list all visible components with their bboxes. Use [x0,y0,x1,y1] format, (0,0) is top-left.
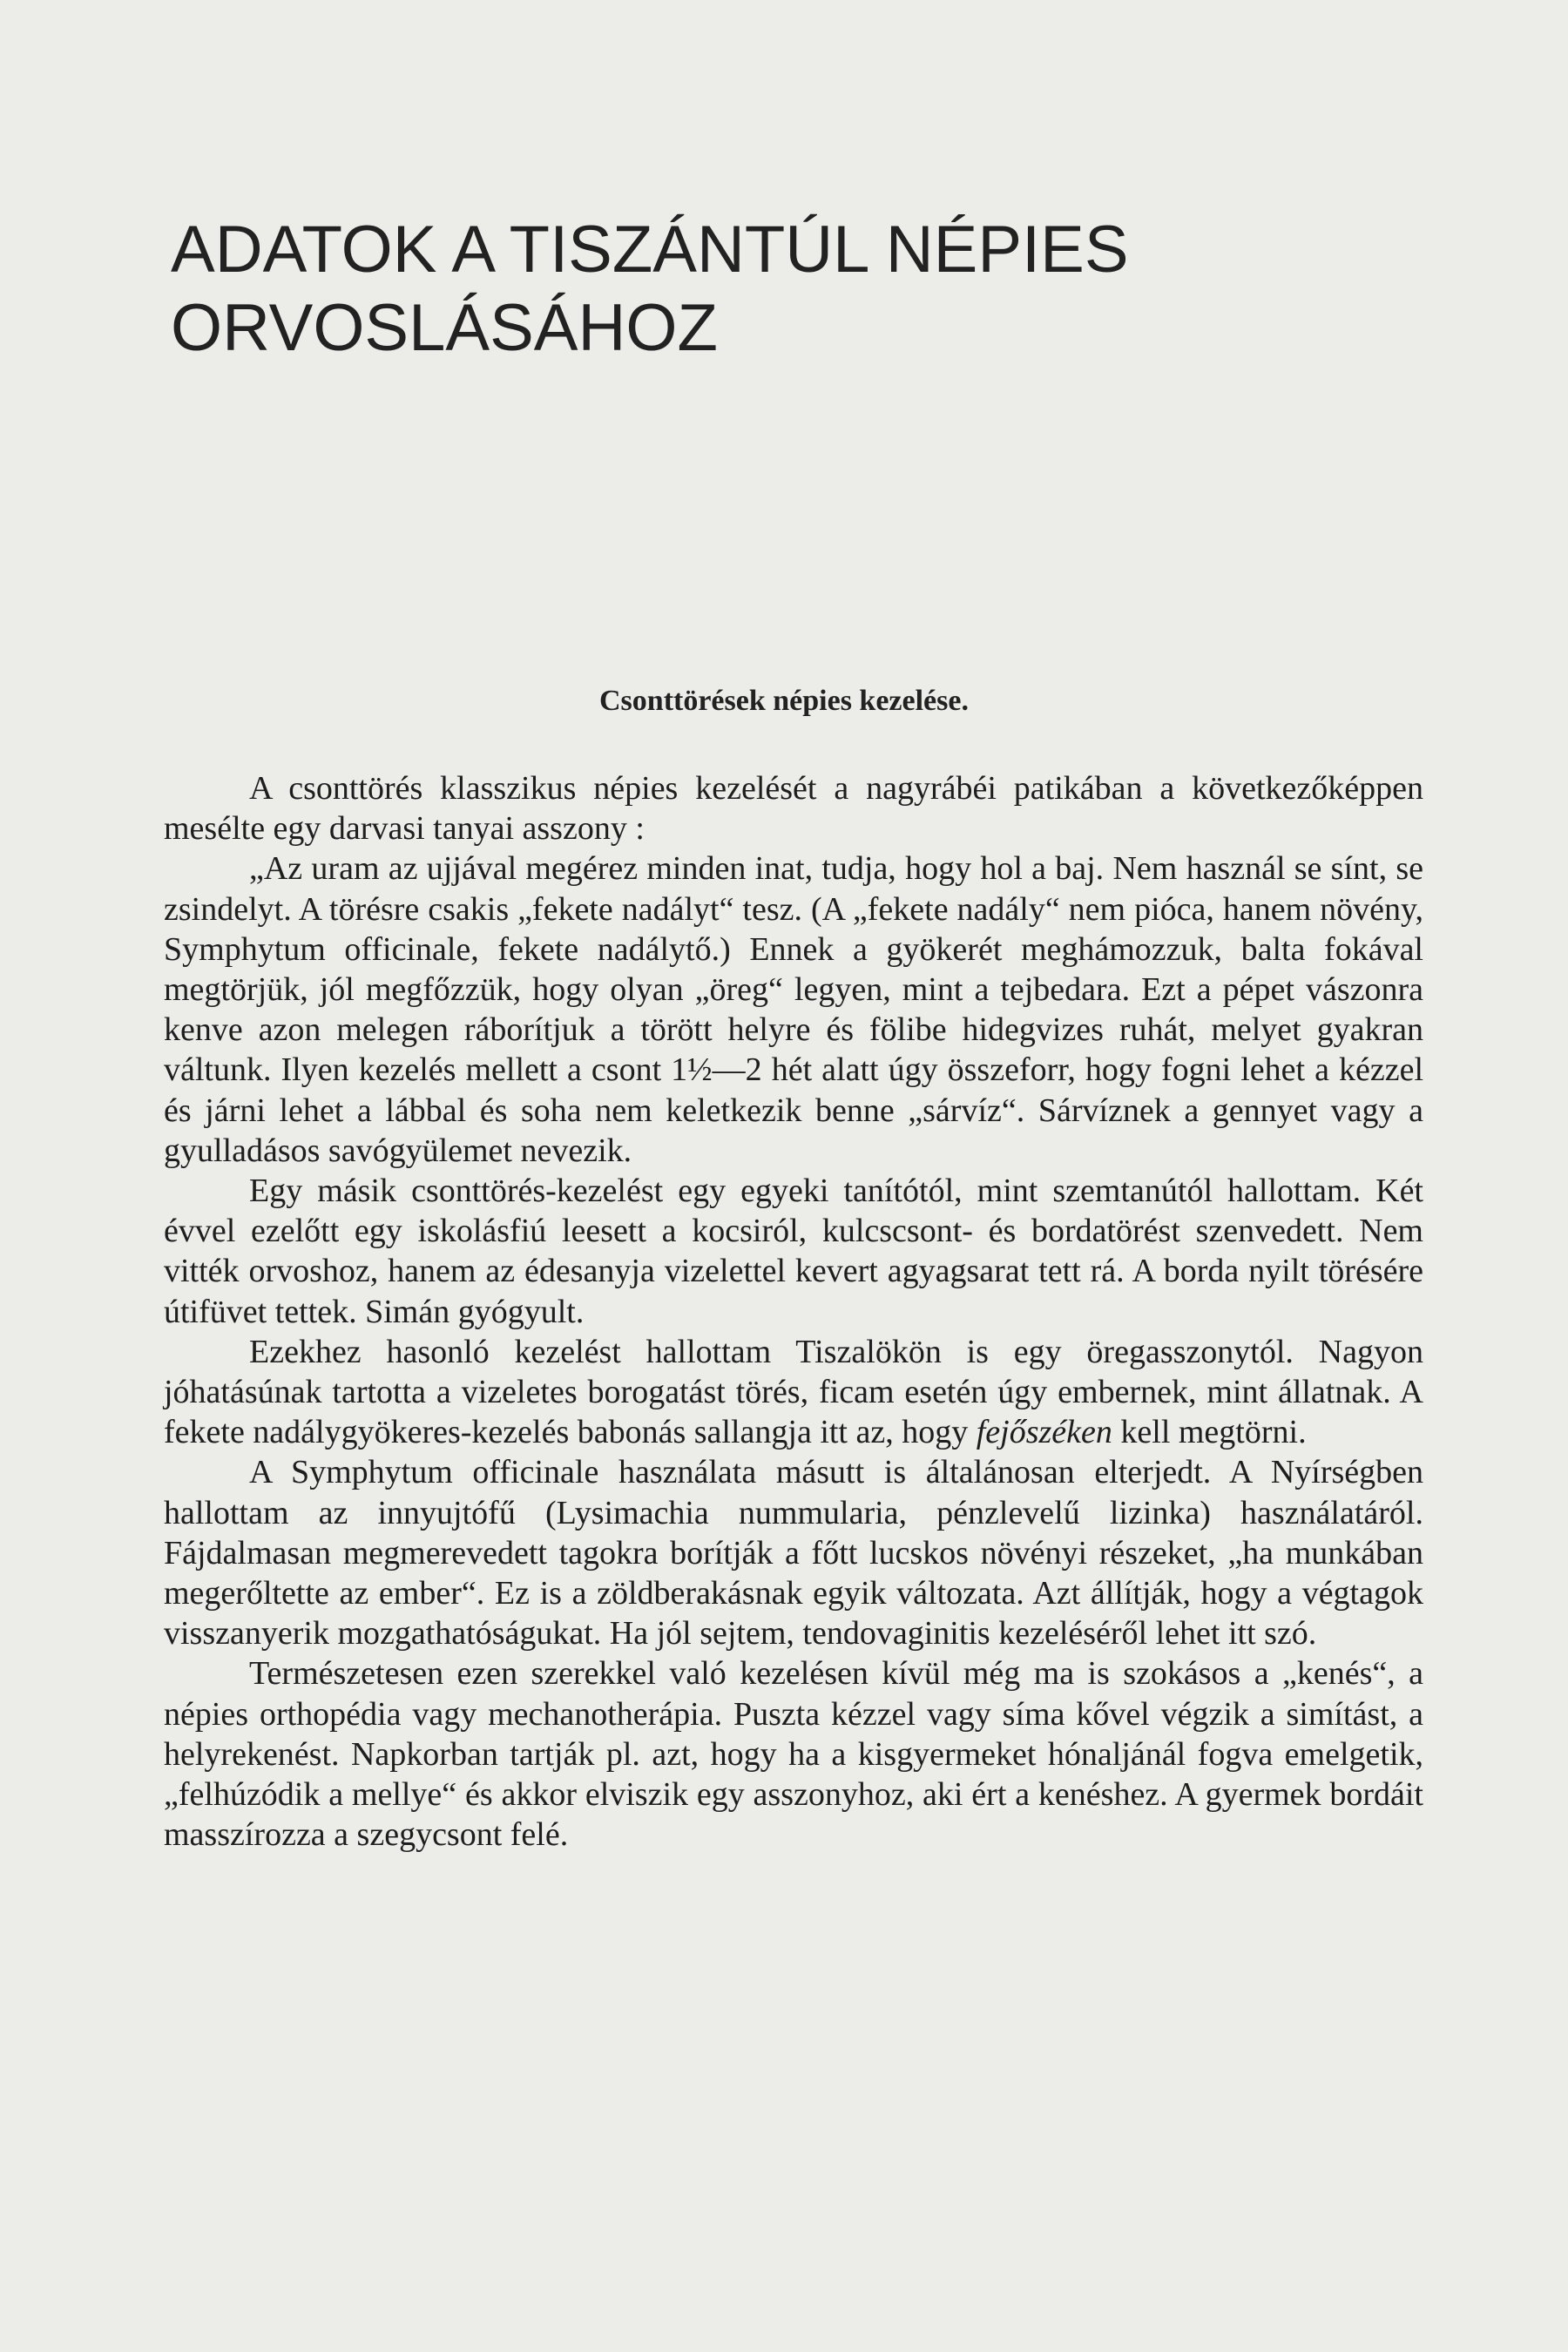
article-title [171,211,1303,368]
article-title-line-1: ADATOK A TISZÁNTÚL NÉPIES [171,213,1129,287]
section-heading: Csonttörések népies kezelése. [599,685,969,717]
paragraph-3: Egy másik csonttörés-kezelést egy egyeki tanítótól, mint szemtanútól hallottam. Két évvel ezelőtt egy iskolásfiú leesett a kocsiról, kulcscsont- és bordatörést szenvedett. Nem vitték orvoshoz, hanem az édesanyja vizelettel kevert agyagsarat tett rá. A borda nyilt törésére útifüvet tettek. Simán gyógyult. [164,1173,1423,1330]
article-title-line-2: ORVOSLÁSÁHOZ [171,291,718,365]
paragraph-2: „Az uram az ujjával megérez minden inat, tudja, hogy hol a baj. Nem használ se sínt, se zsindelyt. A törésre csakis „fekete nadályt“ tesz. (A „fekete nadály“ nem pióca, hanem növény, Symphytum officinale, fekete nadálytő.) Ennek a gyökerét meghámozzuk, balta fokával megtörjük, jól megfőzzük, hogy olyan „öreg“ legyen, mint a tejbedara. Ezt a pépet vászonra kenve azon melegen ráborítjuk a törött helyre és fölibe hidegvizes ruhát, melyet gyakran váltunk. Ilyen kezelés mellett a csont 1½—2 hét alatt úgy összeforr, hogy fogni lehet a kézzel és járni lehet a lábbal és soha nem keletkezik benne „sárvíz“. Sárvíznek a gennyet vagy a gyulladásos savógyülemet nevezik. [164,850,1423,1169]
paragraph-4-after: kell megtörni. [1112,1414,1307,1451]
paragraph-6: Természetesen ezen szerekkel való kezelésen kívül még ma is szokásos a „kenés“, a népies orthopédia vagy mechanotherápia. Puszta kézzel vagy síma kővel végzik a simítást, a helyrekenést. Napkorban tartják pl. azt, hogy ha a kisgyermeket hónaljánál fogva emelgetik, „felhúzódik a mellye“ és akkor elviszik egy asszonyhoz, aki ért a kenéshez. A gyermek bordáit masszírozza a szegycsont felé. [164,1655,1423,1854]
paragraph-5: A Symphytum officinale használata másutt is általánosan elterjedt. A Nyírségben hallottam az innyujtófű (Lysimachia nummularia, pénzlevelű lizinka) használatáról. Fájdalmasan megmerevedett tagokra borítják a főtt lucskos növényi részeket, „ha munkában megerőltette az ember“. Ez is a zöldberakásnak egyik változata. Azt állítják, hogy a végtagok visszanyerik mozgathatóságukat. Ha jól sejtem, tendovaginitis kezeléséről lehet itt szó. [164,1454,1423,1652]
article-body [164,768,1423,1855]
paragraph-4-emphasis: fejőszéken [976,1414,1112,1451]
paragraph-4 [164,1332,1423,1453]
paragraph-1: A csonttörés klasszikus népies kezelését a nagyrábéi patikában a következőképpen mesélte egy darvasi tanyai asszony : [164,770,1423,848]
paragraph-4-before: Ezekhez hasonló kezelést hallottam Tiszalökön is egy öregasszonytól. Nagyon jóhatásúnak tartotta a vizeletes borogatást törés, ficam esetén úgy embernek, mint állatnak. A fekete nadálygyökeres-kezelés babonás sallangja itt az, hogy [164,1333,1423,1451]
